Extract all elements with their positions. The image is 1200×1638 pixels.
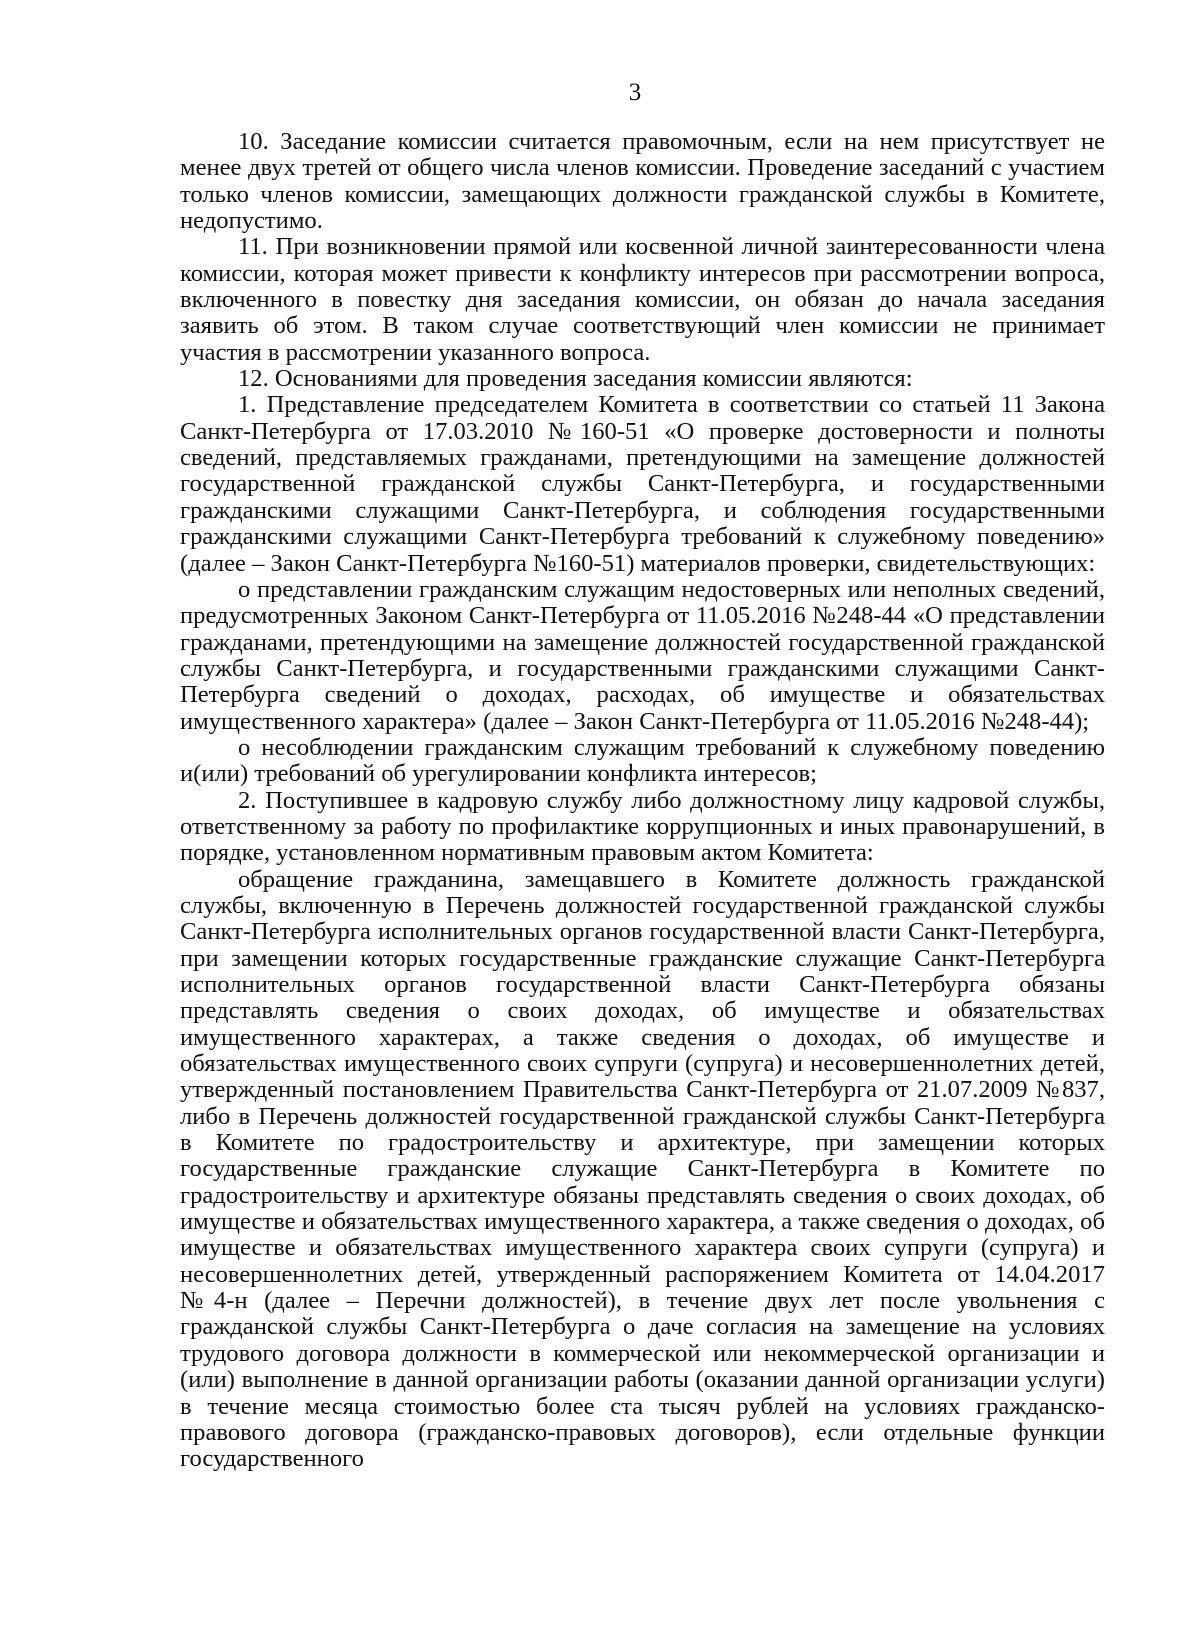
paragraph-12-grounds: 12. Основаниями для проведения заседания комиссии являются: [238,365,913,393]
document-body [180,129,1105,1473]
paragraph-12-1-chairman-submission: 1. Представление председателем Комитета в соответствии со статьей 11 Закона Санкт-Петербурга от 17.03.2010 №160-51 «О проверке достоверности и полноты сведений, представляемых гражданами, претендующими на замещение должностей государственной гражданской службы Санкт-Петербурга, и государственными гражданскими служащими Санкт-Петербурга, и соблюдения государственными гражданскими служащими Санкт-Петербурга требований к служебному поведению» (далее – Закон Санкт-Петербурга №160-51) материалов проверки, свидетельствующих: [180,391,1105,577]
paragraph-unreliable-information: о представлении гражданским служащим недостоверных или неполных сведений, предусмотренных Законом Санкт-Петербурга от 11.05.2016 №248-44 «О представлении гражданами, претендующими на замещение должностей государственной гражданской службы Санкт-Петербурга, и государственными гражданскими служащими Санкт-Петербурга сведений о доходах, расходах, об имуществе и обязательствах имущественного характера» (далее – Закон Санкт-Петербурга от 11.05.2016 №248-44); [180,575,1105,735]
paragraph-10-quorum: 10. Заседание комиссии считается правомочным, если на нем присутствует не менее двух третей от общего числа членов комиссии. Проведение заседаний с участием только членов комиссии, замещающих должности гражданской службы в Комитете, недопустимо. [180,128,1105,235]
paragraph-noncompliance: о несоблюдении гражданским служащим требований к служебному поведению и(или) требований об урегулировании конфликта интересов; [180,733,1105,788]
paragraph-citizen-appeal: обращение гражданина, замещавшего в Комитете должность гражданской службы, включенную в Перечень должностей государственной гражданской службы Санкт-Петербурга исполнительных органов государственной власти Санкт-Петербурга, при замещении которых государственные гражданские служащие Санкт-Петербурга исполнительных органов государственной власти Санкт-Петербурга обязаны представлять сведения о своих доходах, об имуществе и обязательствах имущественного характерах, а также сведения о доходах, об имуществе и обязательствах имущественного своих супруги (супруга) и несовершеннолетних детей, утвержденный постановлением Правительства Санкт-Петербурга от 21.07.2009 №837, либо в Перечень должностей государственной гражданской службы Санкт-Петербурга в Комитете по градостроительству и архитектуре, при замещении которых государственные гражданские служащие Санкт-Петербурга в Комитете по градостроительству и архитектуре обязаны представлять сведения о своих доходах, об имуществе и обязательствах имущественного характера, а также сведения о доходах, об имуществе и обязательствах имущественного характера своих супруги (супруга) и несовершеннолетних детей, утвержденный распоряжением Комитета от 14.04.2017 №4-н (далее – Перечни должностей), в течение двух лет после увольнения с гражданской службы Санкт-Петербурга о даче согласия на замещение на условиях трудового договора должности в коммерческой или некоммерческой организации и (или) выполнение в данной организации работы (оказании данной организации услуги) в течение месяца стоимостью более ста тысяч рублей на условиях гражданско-правового договора (гражданско-правовых договоров), если отдельные функции государственного [180,865,1105,1473]
paragraph-12-2-hr-service: 2. Поступившее в кадровую службу либо должностному лицу кадровой службы, ответственному за работу по профилактике коррупционных и иных правонарушений, в порядке, установленном нормативным правовым актом Комитета: [180,786,1105,867]
page-number: 3 [628,79,642,106]
paragraph-11-conflict-of-interest: 11. При возникновении прямой или косвенной личной заинтересованности члена комиссии, которая может привести к конфликту интересов при рассмотрении вопроса, включенного в повестку дня заседания комиссии, он обязан до начала заседания заявить об этом. В таком случае соответствующий член комиссии не принимает участия в рассмотрении указанного вопроса. [180,233,1105,366]
